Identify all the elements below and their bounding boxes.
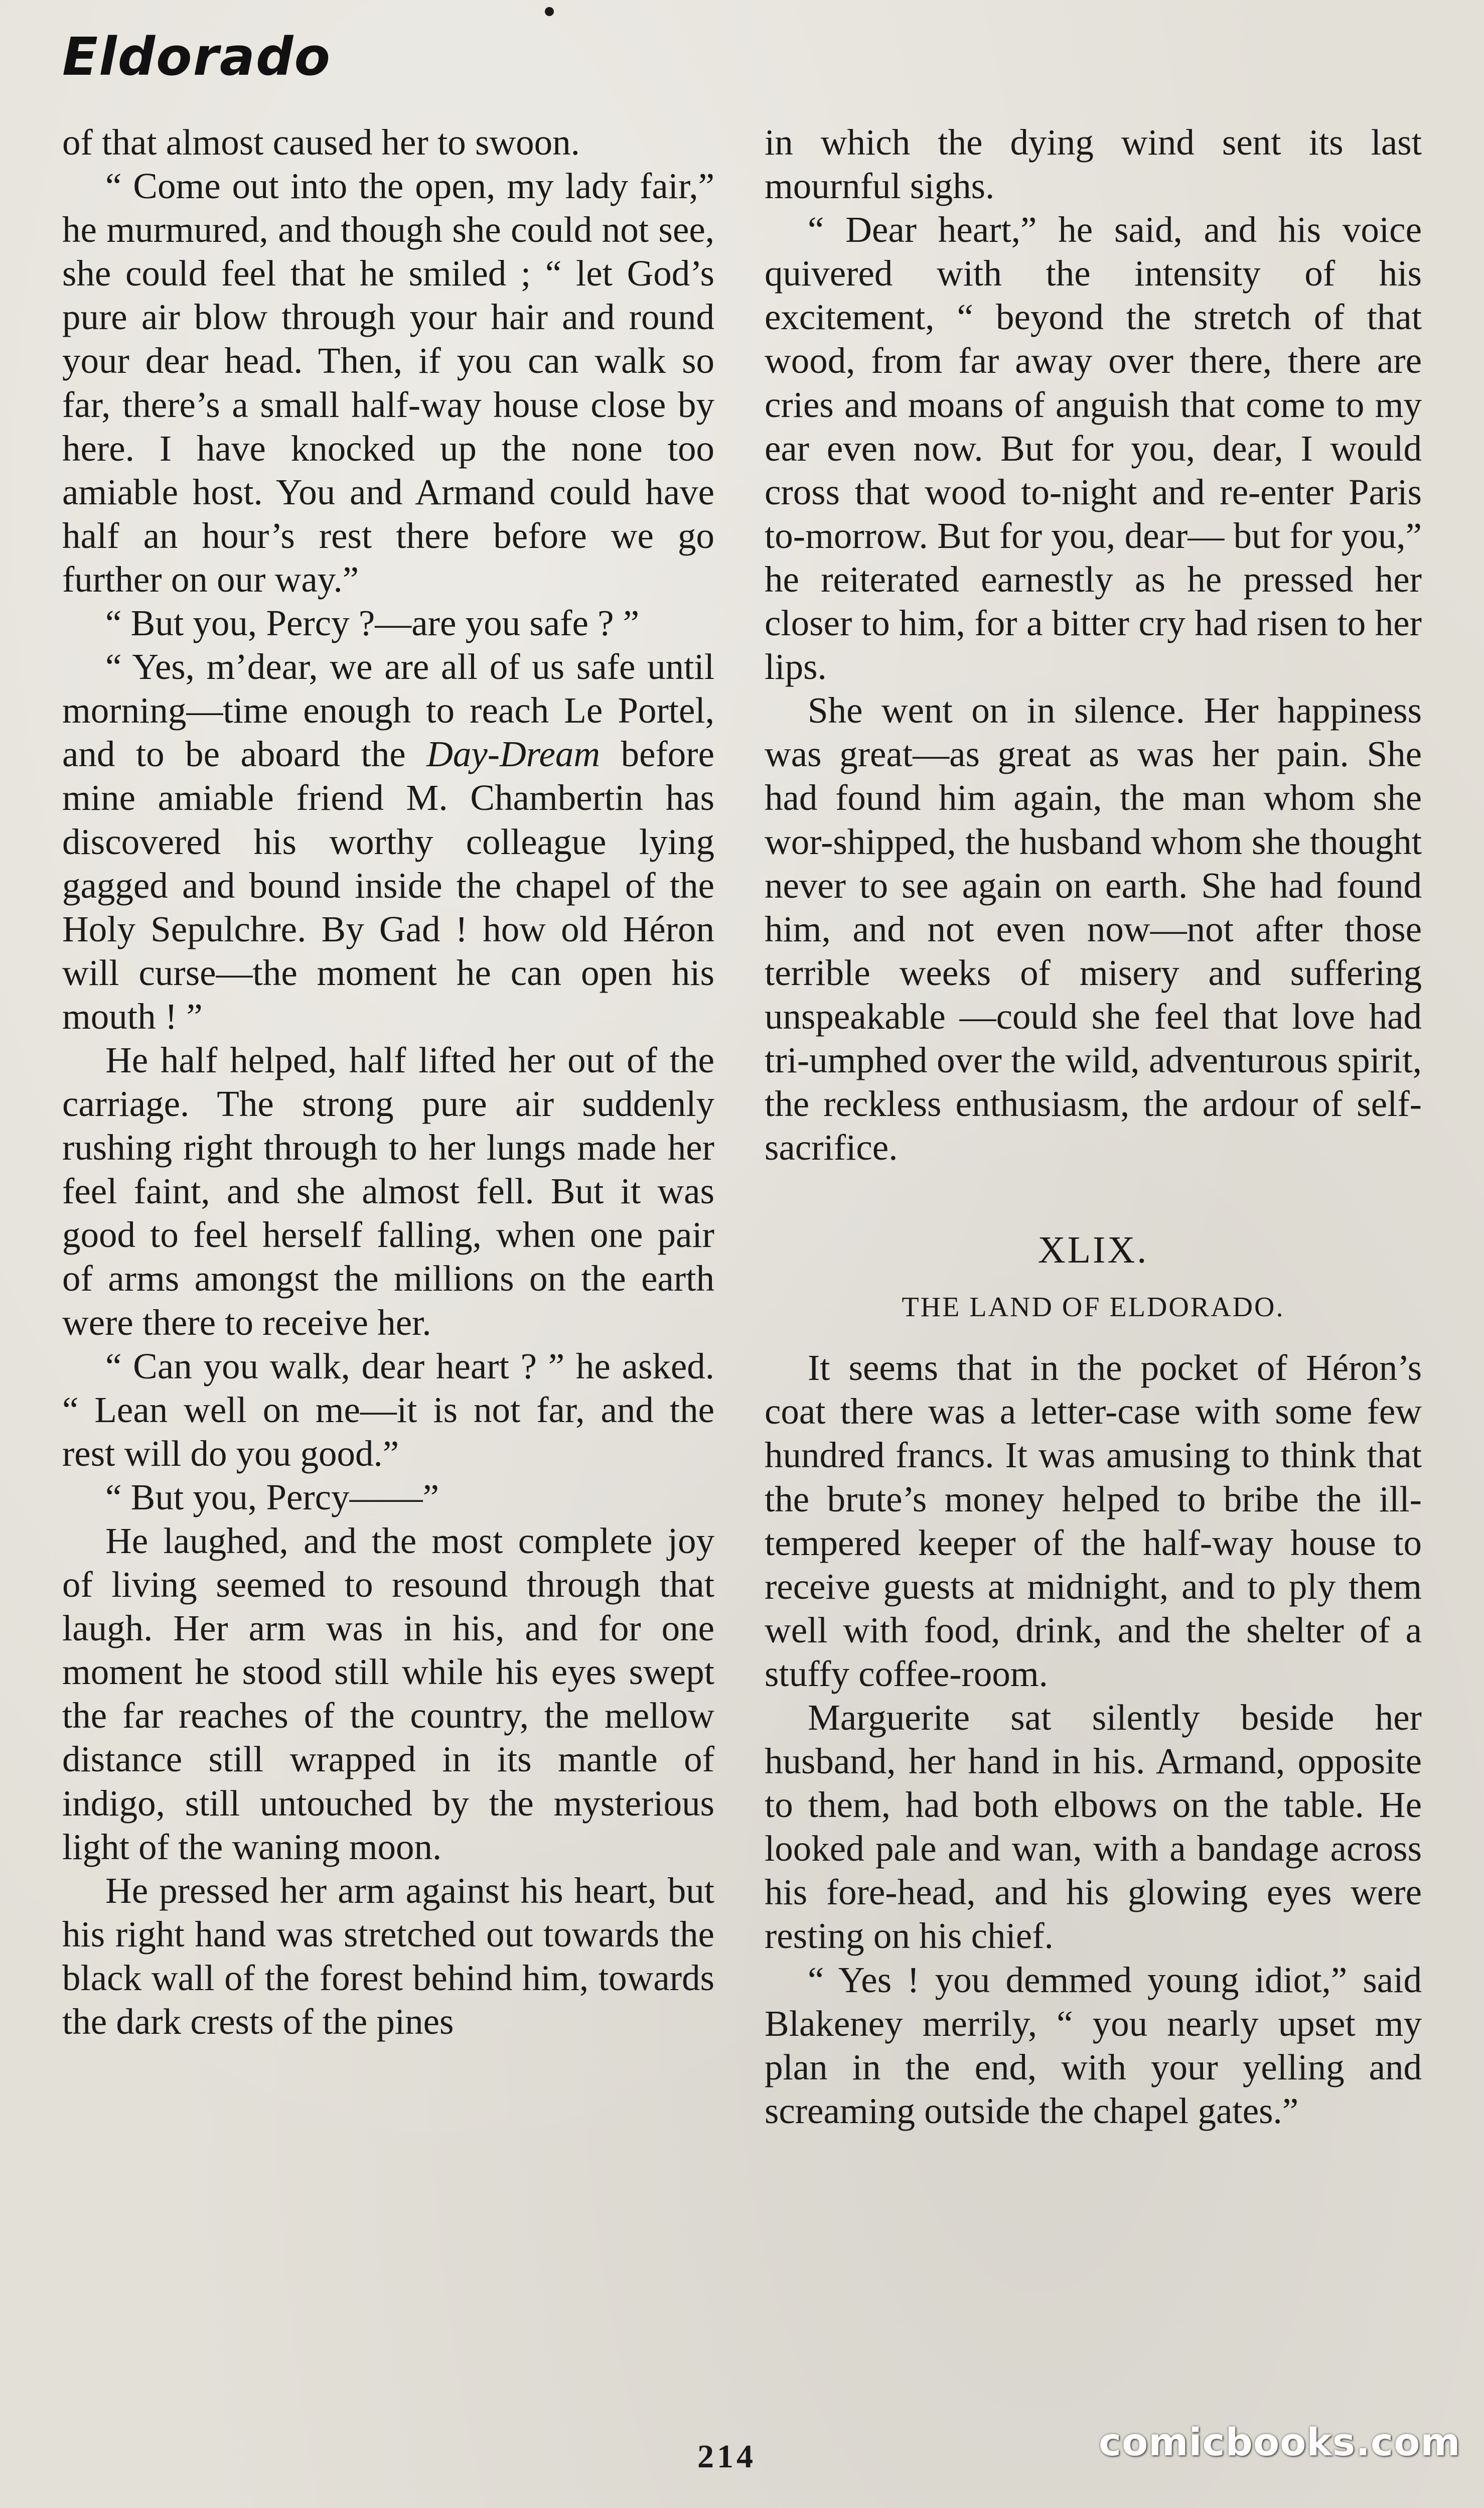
page-number: 214	[697, 2438, 756, 2475]
paragraph: She went on in silence. Her happiness was great—as great as was her pain. She had found him again, the man whom she wor-shipped, the husband whom she thought never to see again on earth. She had found him, and not even now—not after those terrible weeks of misery and suffering unspeakable —could she feel that love had tri-umphed over the wild, adventurous spirit, the reckless enthusiasm, the ardour of self-sacrifice.	[765, 690, 1422, 1168]
paragraph: It seems that in the pocket of Héron’s coat there was a letter-case with some few hundred francs. It was amusing to think that the brute’s money helped to bribe the ill-tempered keeper of the half-way house to receive guests at midnight, and to ply them well with food, drink, and the shelter of a stuffy coffee-room.	[765, 1347, 1422, 1694]
watermark: comicbooks.com	[1099, 2420, 1461, 2464]
paragraph: of that almost caused her to swoon.	[62, 122, 580, 163]
top-dot	[545, 7, 554, 16]
chapter-number: XLIX.	[1037, 1229, 1149, 1272]
chapter-title: THE LAND OF ELDORADO.	[902, 1292, 1285, 1323]
paragraph: “ Can you walk, dear heart ? ” he asked. “ Lean well on me—it is not far, and the rest will do you good.”	[62, 1345, 714, 1474]
paragraph: He pressed her arm against his heart, but his right hand was stretched out towards the black wall of the forest behind him, towards the dark crests of the pines	[62, 1870, 714, 2042]
paragraph: Marguerite sat silently beside her husband, her hand in his. Armand, opposite to them, had both elbows on the table. He looked pale and wan, with a bandage across his fore-head, and his glowing eyes were resting on his chief.	[765, 1697, 1422, 1957]
paragraph: He laughed, and the most complete joy of living seemed to resound through that laugh. Her arm was in his, and for one moment he stood still while his eyes swept the far reaches of the country, the mellow distance still wrapped in its mantle of indigo, still untouched by the mysterious light of the waning moon.	[62, 1520, 714, 1867]
paragraph: “ Come out into the open, my lady fair,” he murmured, and though she could not see, she could feel that he smiled ; “ let God’s pure air blow through your hair and round your dear head. Then, if you can walk so far, there’s a small half-way house close by here. I have knocked up the none too amiable host. You and Armand could have half an hour’s rest there before we go further on our way.”	[62, 166, 714, 600]
ship-name: Day-Dream	[426, 734, 601, 775]
paragraph: “ Yes, m’dear, we are all of us safe until morning—time enough to reach Le Portel, and to be aboard the Day-Dream before mine amiable friend M. Chambertin has discovered his worthy colleague lying gagged and bound inside the chapel of the Holy Sepulchre. By Gad ! how old Héron will curse—the moment he can open his mouth ! ”	[62, 646, 714, 1037]
paragraph: “ Yes ! you demmed young idiot,” said Blakeney merrily, “ you nearly upset my plan in the end, with your yelling and screaming outside the chapel gates.”	[765, 1959, 1422, 2131]
paragraph: “ Dear heart,” he said, and his voice quivered with the intensity of his excitement, “ beyond the stretch of that wood, from far away over there, there are cries and moans of anguish that come to my ear even now. But for you, dear, I would cross that wood to-night and re-enter Paris to-morrow. But for you, dear— but for you,” he reiterated earnestly as he pressed her closer to him, for a bitter cry had risen to her lips.	[765, 209, 1422, 687]
left-column	[62, 120, 714, 2043]
paragraph: “ But you, Percy——”	[105, 1476, 439, 1517]
right-column	[765, 120, 1422, 2133]
paragraph: in which the dying wind sent its last mournful sighs.	[765, 122, 1422, 207]
running-header: Eldorado	[62, 26, 331, 87]
paragraph: He half helped, half lifted her out of the carriage. The strong pure air suddenly rushing right through to her lungs made her feel faint, and she almost fell. But it was good to feel herself falling, when one pair of arms amongst the millions on the earth were there to receive her.	[62, 1039, 714, 1343]
paragraph: “ But you, Percy ?—are you safe ? ”	[105, 603, 640, 644]
